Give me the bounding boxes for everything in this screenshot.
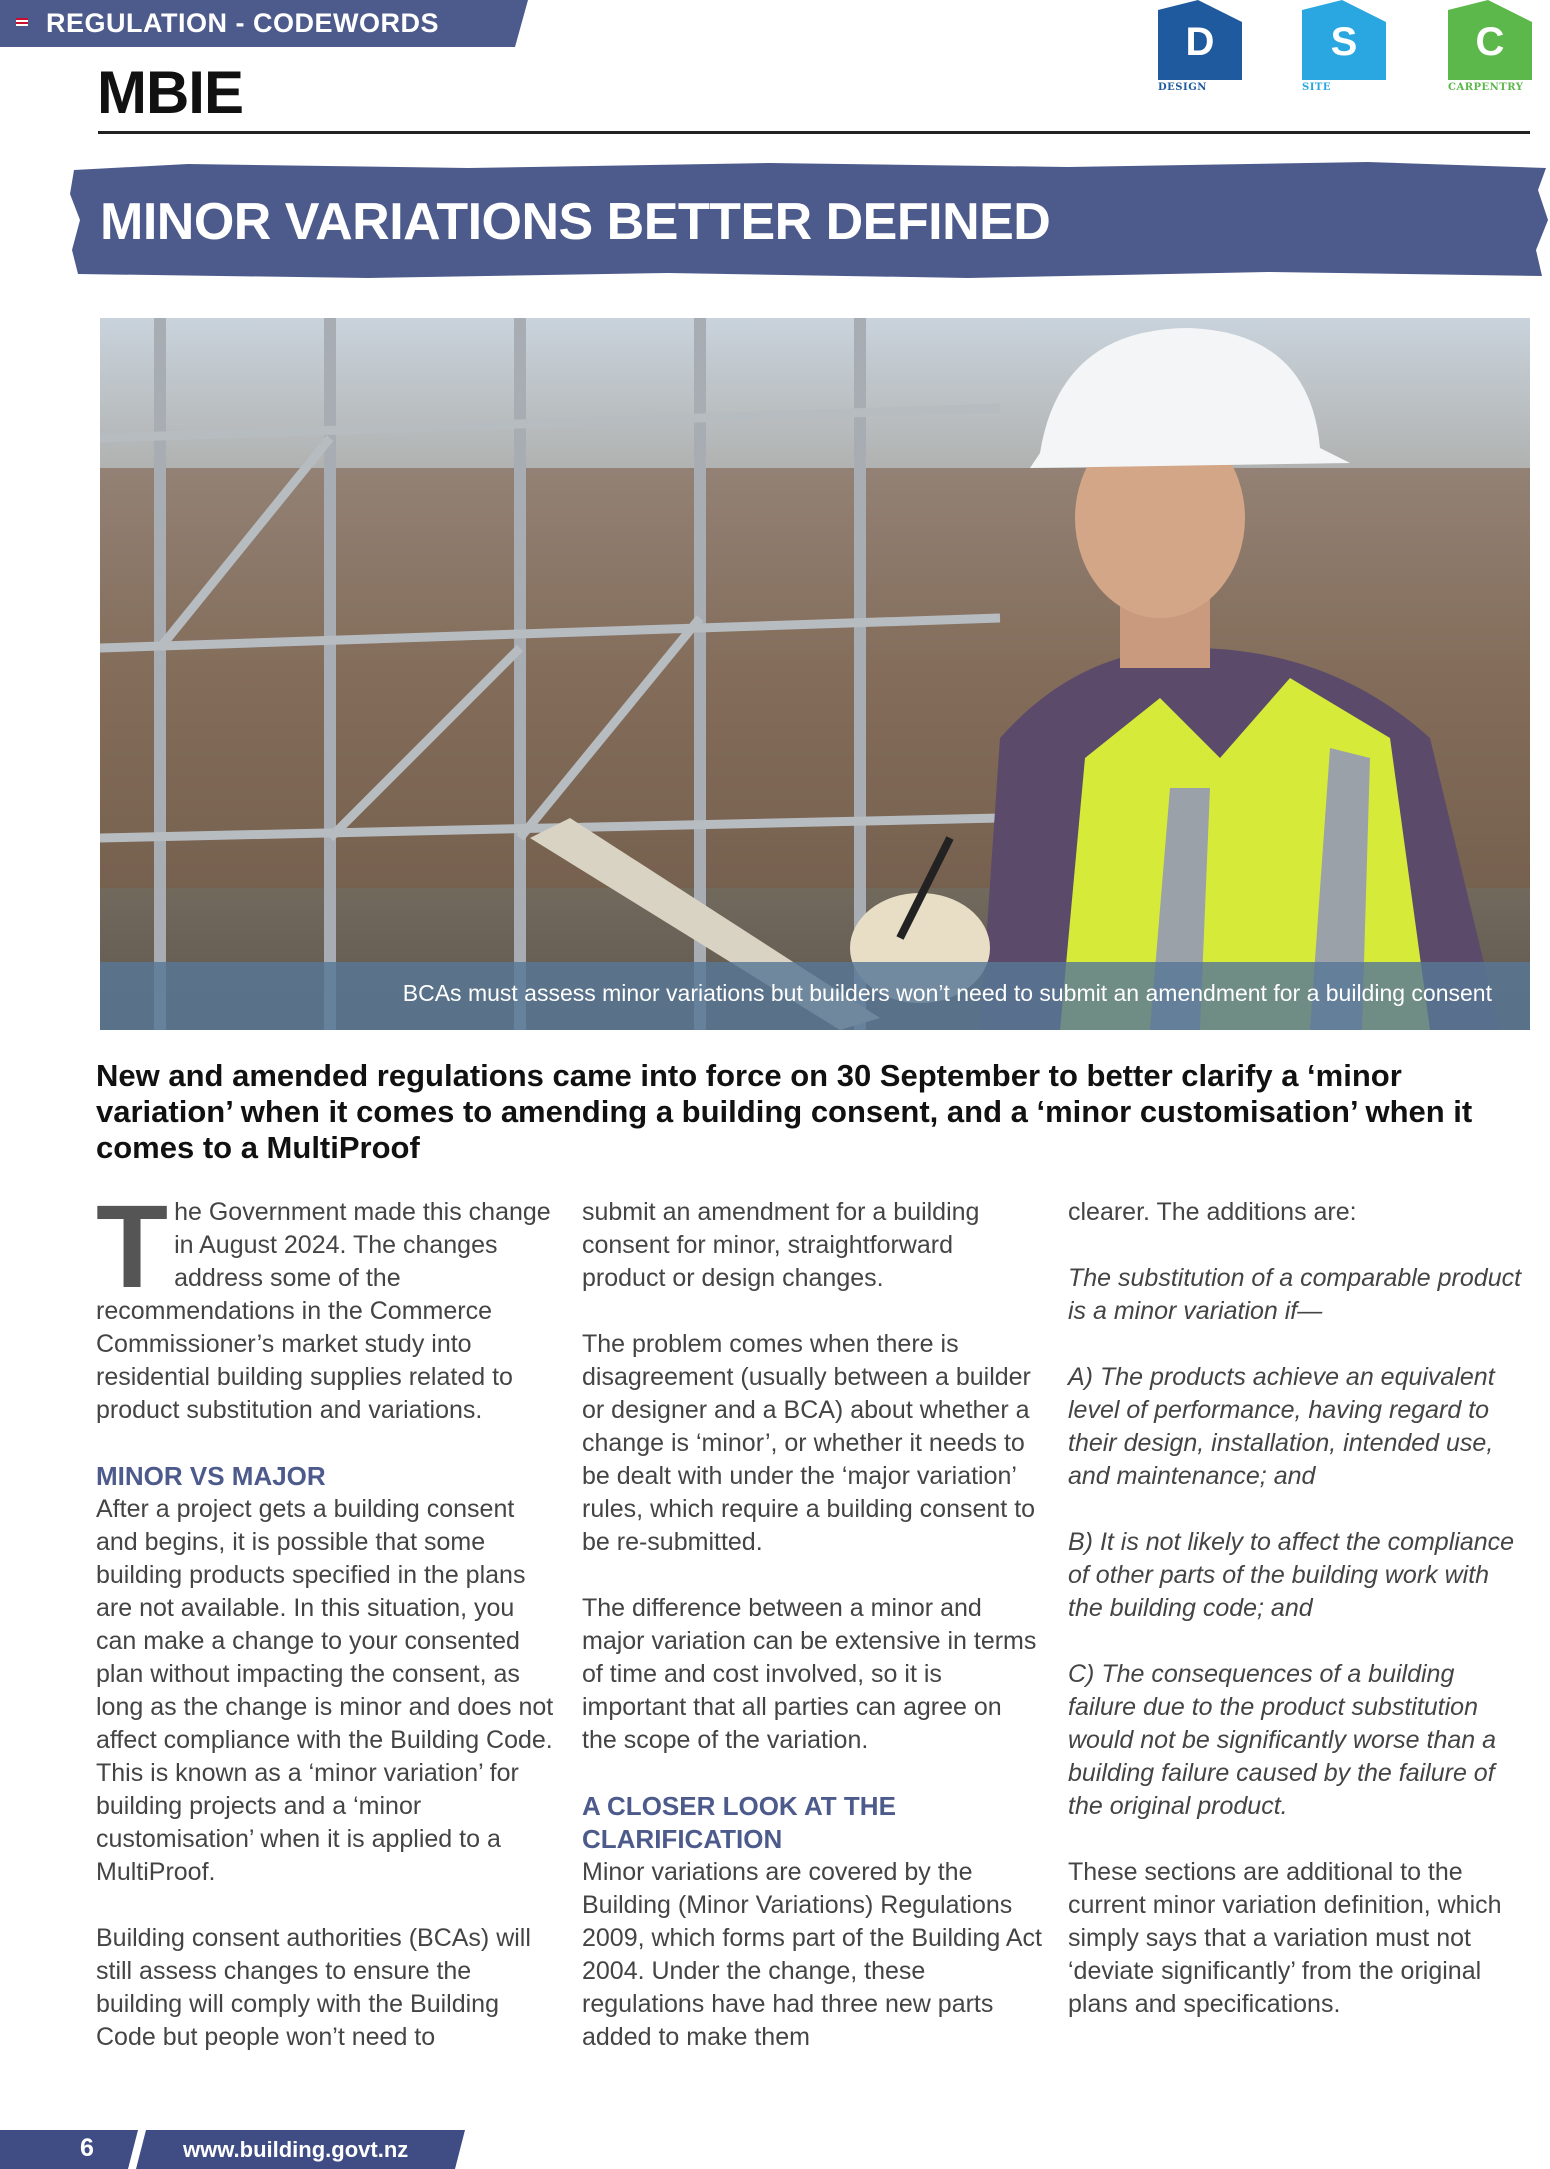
body-column-3 [1068,1196,1528,2021]
badge-caption: CARPENTRY [1448,82,1524,93]
italic-paragraph: B) It is not likely to affect the compliance of other parts of the building work with the building code; and [1068,1528,1515,1622]
section-tag-label: REGULATION - CODEWORDS [46,8,439,38]
paragraph: Building consent authorities (BCAs) will still assess changes to ensure the building will comply with the Building Code but people won’t need to [96,1924,531,2051]
paragraph: The difference between a minor and major variation can be extensive in terms of time and cost involved, so it is important that all parties can agree on the scope of the variation. [582,1594,1037,1754]
paragraph: After a project gets a building consent and begins, it is possible that some building products specified in the plans are not available. In this situation, you can make a change to your consented plan without impacting the consent, as long as the change is minor and does not affect compliance with the Building Code. This is known as a ‘minor variation’ for building projects and a ‘minor customisation’ when it is applied to a MultiProof. [96,1495,554,1886]
paragraph: clearer. The additions are: [1068,1198,1357,1226]
body-column-2 [582,1196,1042,2054]
badge-letter: D [1185,20,1215,64]
standfirst: New and amended regulations came into force on 30 September to better clarify a ‘minor variation’ when it comes to amending a building consent, and a ‘minor customisation’ when it comes to a MultiProof [96,1058,1473,1165]
badge-letter: S [1330,20,1358,64]
footer-url[interactable]: www.building.govt.nz [183,2137,409,2162]
page-number: 6 [80,2134,94,2162]
italic-paragraph: C) The consequences of a building failure due to the product substitution would not be significantly worse than a building failure caused by the failure of the original product. [1068,1660,1497,1820]
paragraph: The problem comes when there is disagreement (usually between a builder or designer and a BCA) about whether a change is ‘minor’, or whether it needs to be dealt with under the ‘major variation’ rules, which require a building consent to be re-submitted. [582,1330,1036,1556]
article-headline: MINOR VARIATIONS BETTER DEFINED [100,193,1051,251]
carpentry-badge [1448,0,1532,100]
design-badge [1158,0,1242,100]
header-divider [98,131,1530,134]
page-footer [0,2130,470,2169]
italic-paragraph: The substitution of a comparable product is a minor variation if— [1068,1264,1522,1325]
section-tag [0,0,530,48]
italic-paragraph: A) The products achieve an equivalent level of performance, having regard to their design, installation, intended use, and maintenance; and [1068,1363,1495,1490]
paragraph: he Government made this change in August 2024. The changes address some of the recommendations in the Commerce Commissioner’s market study into residential building supplies related to product substitution and variations. [96,1198,551,1424]
subheading: MINOR VS MAJOR [96,1461,326,1491]
paragraph: These sections are additional to the current minor variation definition, which simply says that a variation must not ‘deviate significantly’ from the original plans and specifications. [1068,1858,1502,2018]
headline-banner [68,160,1550,280]
site-badge [1302,0,1386,100]
badge-caption: SITE [1302,82,1331,93]
hero-photo [100,318,1530,1030]
badge-letter: C [1475,20,1505,64]
subheading: A CLOSER LOOK AT THE CLARIFICATION [582,1791,896,1854]
photo-caption: BCAs must assess minor variations but builders won’t need to submit an amendment for a building consent [402,980,1492,1006]
flag-icon [16,18,28,26]
drop-cap: T [96,1181,169,1313]
badge-caption: DESIGN [1158,82,1207,93]
organisation-title: MBIE [97,59,243,126]
construction-inspector-illustration [100,318,1530,1030]
paragraph: submit an amendment for a building consent for minor, straightforward product or design changes. [582,1198,980,1292]
paragraph: Minor variations are covered by the Building (Minor Variations) Regulations 2009, which forms part of the Building Act 2004. Under the change, these regulations have had three new parts added to make them [582,1858,1042,2051]
body-column-1 [96,1181,556,2054]
photo-caption-bar [100,962,1530,1030]
